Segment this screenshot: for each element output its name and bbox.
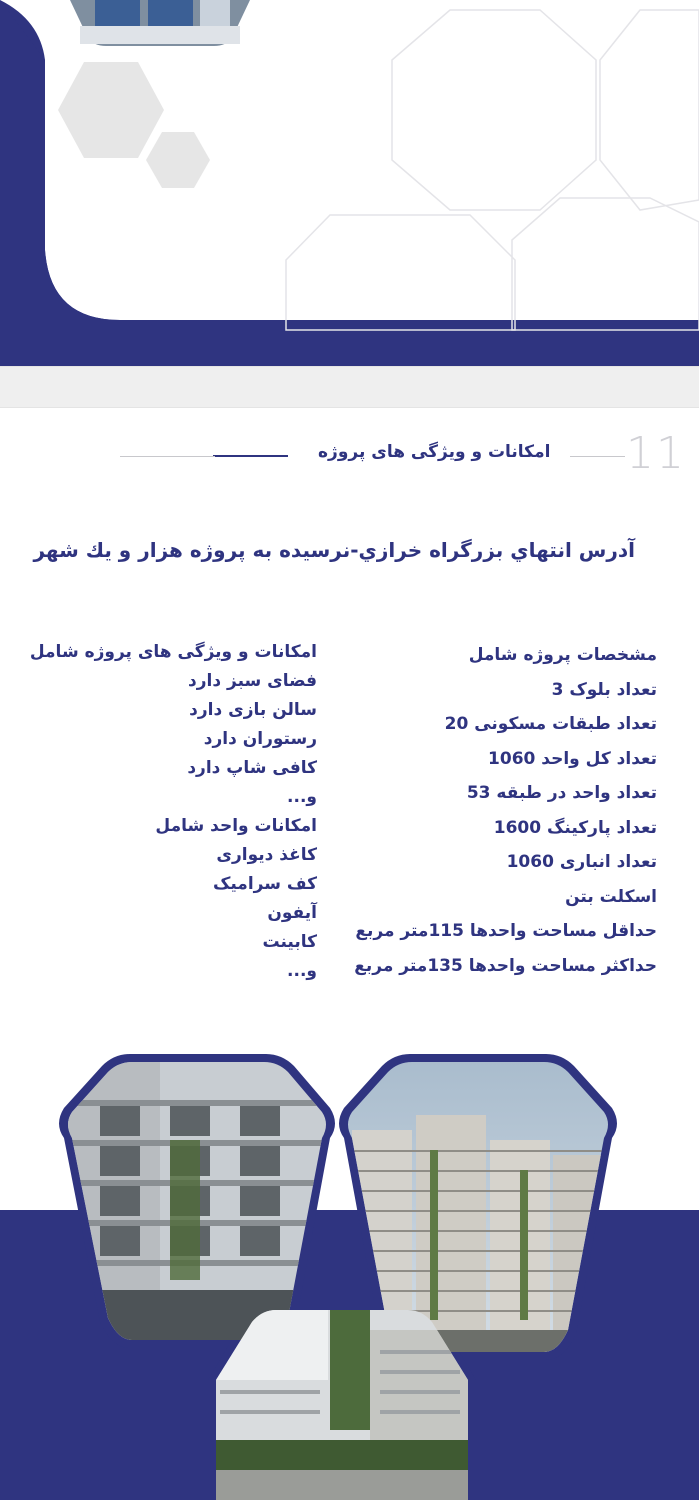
amenity-item: کابینت xyxy=(262,932,317,952)
amenity-item: کف سرامیک xyxy=(212,874,317,894)
spec-item: تعداد طبقات مسکونی 20 xyxy=(444,714,657,734)
section-title: امکانات و ویژگی های پروژه xyxy=(318,442,551,462)
amenity-item: آیفون xyxy=(267,903,317,923)
amenity-item: امکانات و ویژگی های پروژه شامل xyxy=(29,642,317,662)
amenity-item: فضای سبز دارد xyxy=(188,671,317,691)
amenity-item: و... xyxy=(287,787,317,807)
spec-item: مشخصات پروژه شامل xyxy=(468,645,657,665)
amenity-item: سالن بازی دارد xyxy=(189,700,317,720)
spec-item: تعداد پارکینگ 1600 xyxy=(493,817,657,838)
spec-item: تعداد کل واحد 1060 xyxy=(488,748,657,769)
amenity-item: کاغذ دیواری xyxy=(216,845,317,865)
title-line-right xyxy=(570,456,625,457)
title-line-accent xyxy=(213,455,288,457)
amenity-item: امکانات واحد شامل xyxy=(155,816,317,836)
spec-item: تعداد انباری 1060 xyxy=(506,852,657,872)
building-photo-left xyxy=(60,1060,340,1350)
amenity-item: رستوران دارد xyxy=(203,729,317,749)
project-address: آدرس انتهاي بزرگراه خرازي-نرسيده به پروژه هزار و يك شهر xyxy=(33,538,635,562)
title-line-left xyxy=(120,456,215,457)
spec-item: اسکلت بتن xyxy=(565,886,657,907)
spec-item: حداقل مساحت واحدها 115متر مربع xyxy=(355,921,657,941)
page-separator xyxy=(0,366,699,408)
spec-item: تعداد واحد در طبقه 53 xyxy=(466,783,657,803)
header-decoration xyxy=(0,0,699,370)
amenity-item: و... xyxy=(287,961,317,981)
project-specs-list xyxy=(354,638,657,983)
section-number: 11 xyxy=(626,428,686,479)
building-photo-bottom xyxy=(208,1300,478,1500)
amenity-item: کافی شاپ دارد xyxy=(187,758,317,778)
amenities-list xyxy=(30,638,317,986)
spec-item: تعداد بلوک 3 xyxy=(551,679,657,700)
building-photo-right xyxy=(340,1060,620,1360)
spec-item: حداکثر مساحت واحدها 135متر مربع xyxy=(354,955,657,976)
